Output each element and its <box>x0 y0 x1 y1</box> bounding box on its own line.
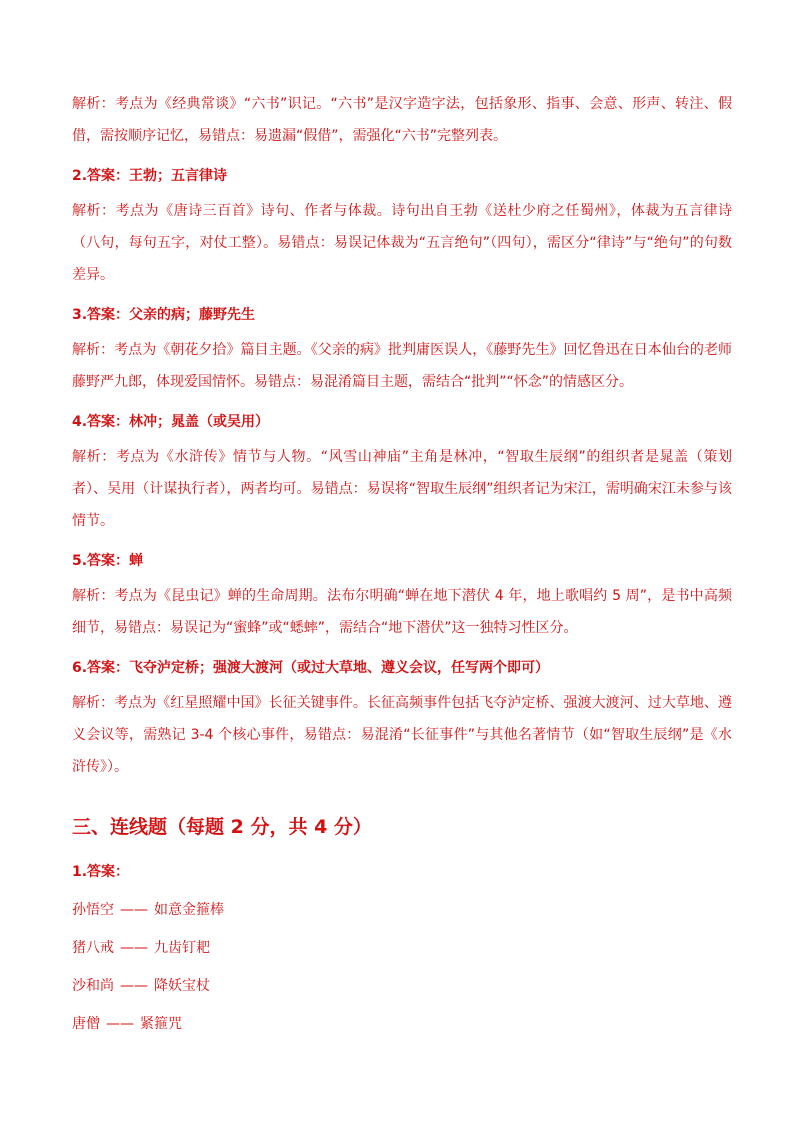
matching-pair-3 <box>72 975 732 997</box>
analysis-item-2: 解析：考点为《唐诗三百首》诗句、作者与体裁。诗句出自王勃《送杜少府之任蜀州》，体裁为五言律诗（八句，每句五字，对仗工整）。易错点：易误记体裁为“五言绝句”（四句），需区分“律诗”与“绝句”的句数差异。 <box>72 203 732 283</box>
matching-right: 降妖宝杖 <box>154 978 210 994</box>
matching-right: 九齿钉耙 <box>154 940 210 956</box>
answer-item-5: 5.答案：蝉 <box>72 553 144 569</box>
analysis-item-4: 解析：考点为《水浒传》情节与人物。“风雪山神庙”主角是林冲，“智取生辰纲”的组织者是晁盖（策划者）、吴用（计谋执行者），两者均可。易错点：易误将“智取生辰纲”组织者记为宋江，需明确宋江未参与该情节。 <box>72 449 732 529</box>
matching-dash: —— <box>120 902 148 918</box>
matching-left: 孙悟空 <box>72 902 114 918</box>
matching-pair-4 <box>72 1013 732 1035</box>
matching-right: 如意金箍棒 <box>154 902 224 918</box>
matching-right: 紧箍咒 <box>140 1016 182 1032</box>
matching-left: 唐僧 <box>72 1016 100 1032</box>
analysis-item-6: 解析：考点为《红星照耀中国》长征关键事件。长征高频事件包括飞夺泸定桥、强渡大渡河、过大草地、遵义会议等，需熟记 3-4 个核心事件，易错点：易混淆“长征事件”与其他名著情节（如“智取生辰纲”是《水浒传》）。 <box>72 695 732 775</box>
answer-document <box>72 88 732 1051</box>
analysis-item-1: 解析：考点为《经典常谈》“六书”识记。“六书”是汉字造字法，包括象形、指事、会意、形声、转注、假借，需按顺序记忆，易错点：易遗漏“假借”，需强化“六书”完整列表。 <box>72 96 732 144</box>
section-heading: 三、连线题（每题 2 分，共 4 分） <box>72 816 372 838</box>
answer-item-4: 4.答案：林冲；晁盖（或吴用） <box>72 414 270 430</box>
matching-dash: —— <box>106 1016 134 1032</box>
matching-left: 沙和尚 <box>72 978 114 994</box>
matching-answer-label: 1.答案： <box>72 864 130 880</box>
matching-dash: —— <box>120 940 148 956</box>
answer-item-3: 3.答案：父亲的病；藤野先生 <box>72 307 256 323</box>
analysis-item-5: 解析：考点为《昆虫记》蝉的生命周期。法布尔明确“蝉在地下潜伏 4 年，地上歌唱约 5 周”，是书中高频细节，易错点：易误记为“蜜蜂”或“蟋蟀”，需结合“地下潜伏”这一独特习性区分。 <box>72 588 732 636</box>
answer-item-6: 6.答案：飞夺泸定桥；强渡大渡河（或过大草地、遵义会议，任写两个即可） <box>72 660 550 676</box>
matching-pair-1 <box>72 899 732 921</box>
matching-left: 猪八戒 <box>72 940 114 956</box>
answer-item-2: 2.答案：王勃；五言律诗 <box>72 168 228 184</box>
matching-pair-2 <box>72 937 732 959</box>
analysis-item-3: 解析：考点为《朝花夕拾》篇目主题。《父亲的病》批判庸医误人，《藤野先生》回忆鲁迅在日本仙台的老师藤野严九郎，体现爱国情怀。易错点：易混淆篇目主题，需结合“批判”“怀念”的情感区分。 <box>72 342 732 390</box>
matching-dash: —— <box>120 978 148 994</box>
